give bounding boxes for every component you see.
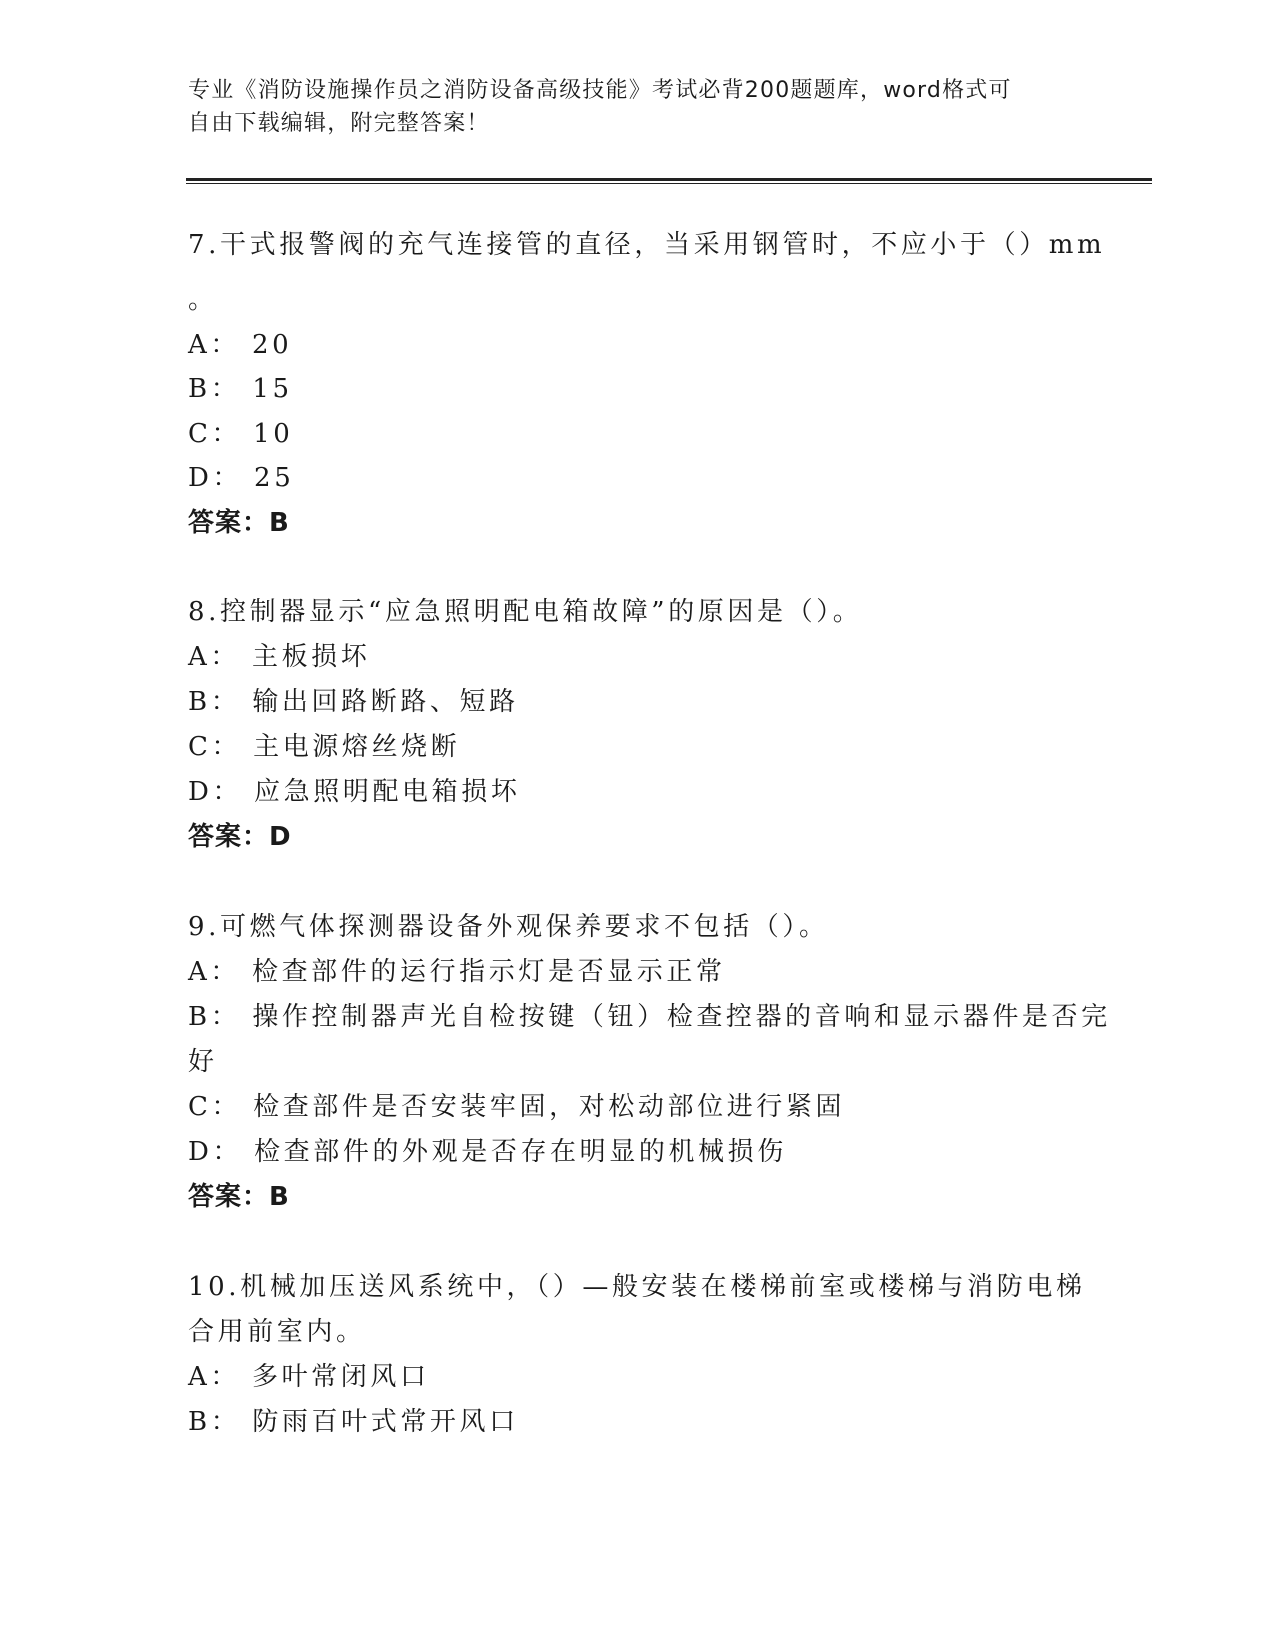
option-label: D： <box>188 463 243 493</box>
option-text: 输出回路断路、短路 <box>252 687 519 717</box>
option-text: 25 <box>254 463 295 493</box>
header-line-2: 自由下载编辑，附完整答案！ <box>188 111 490 136</box>
option-d <box>188 1132 787 1172</box>
option-label: A： <box>188 957 240 987</box>
question-stem: 7.干式报警阀的充气连接管的直径，当采用钢管时，不应小于（）mm <box>188 230 1106 260</box>
option-b <box>188 369 293 409</box>
question-stem: 10.机械加压送风系统中，（）—般安装在楼梯前室或楼梯与消防电梯 <box>188 1272 1086 1302</box>
option-text: 检查部件的外观是否存在明显的机械损伤 <box>254 1137 787 1167</box>
option-c <box>188 1087 845 1127</box>
header-line-1: 专业《消防设施操作员之消防设备高级技能》考试必背200题题库，word格式可 <box>188 78 1012 103</box>
option-text: 主板损坏 <box>251 642 371 672</box>
option-d <box>188 772 520 812</box>
question-stem: 9.可燃气体探测器设备外观保养要求不包括（）。 <box>188 912 829 942</box>
question-stem-continued: 。 <box>188 285 218 315</box>
option-a <box>188 1357 430 1397</box>
header-divider-thick <box>186 178 1152 181</box>
option-label: C： <box>188 732 242 762</box>
question-stem-continued: 合用前室内。 <box>188 1317 366 1347</box>
option-text: 多叶常闭风口 <box>251 1362 430 1392</box>
option-c <box>188 414 293 454</box>
option-d <box>188 458 294 498</box>
answer: 答案：B <box>188 508 290 538</box>
option-text: 15 <box>252 374 293 404</box>
option-a <box>188 637 370 677</box>
option-text: 操作控制器声光自检按键（钮）检查控器的音响和显示器件是否完 <box>252 1002 1111 1032</box>
option-b <box>188 1402 519 1442</box>
option-label: A： <box>188 1362 240 1392</box>
option-text: 检查部件的运行指示灯是否显示正常 <box>251 957 726 987</box>
option-label: A： <box>188 642 240 672</box>
option-label: B： <box>188 374 241 404</box>
option-label: C： <box>188 419 242 449</box>
option-label: A： <box>188 330 240 360</box>
option-a <box>188 952 726 992</box>
option-b <box>188 682 519 722</box>
option-label: B： <box>188 687 241 717</box>
answer: 答案：D <box>188 822 292 852</box>
option-c <box>188 727 460 767</box>
option-text: 10 <box>253 419 294 449</box>
question-stem: 8.控制器显示“应急照明配电箱故障”的原因是（）。 <box>188 597 863 627</box>
option-b <box>188 997 1111 1037</box>
document-header <box>188 74 1088 140</box>
option-text: 应急照明配电箱损坏 <box>254 777 521 807</box>
option-label: B： <box>188 1407 241 1437</box>
option-a <box>188 325 292 365</box>
header-divider-thin <box>186 183 1152 184</box>
option-label: D： <box>188 777 243 807</box>
option-text: 20 <box>251 330 293 360</box>
option-label: C： <box>188 1092 242 1122</box>
option-text: 检查部件是否安装牢固，对松动部位进行紧固 <box>253 1092 846 1122</box>
answer: 答案：B <box>188 1182 290 1212</box>
option-text: 主电源熔丝烧断 <box>253 732 461 762</box>
option-label: D： <box>188 1137 243 1167</box>
option-b-continued: 好 <box>188 1047 218 1077</box>
option-text: 防雨百叶式常开风口 <box>252 1407 519 1437</box>
option-label: B： <box>188 1002 241 1032</box>
